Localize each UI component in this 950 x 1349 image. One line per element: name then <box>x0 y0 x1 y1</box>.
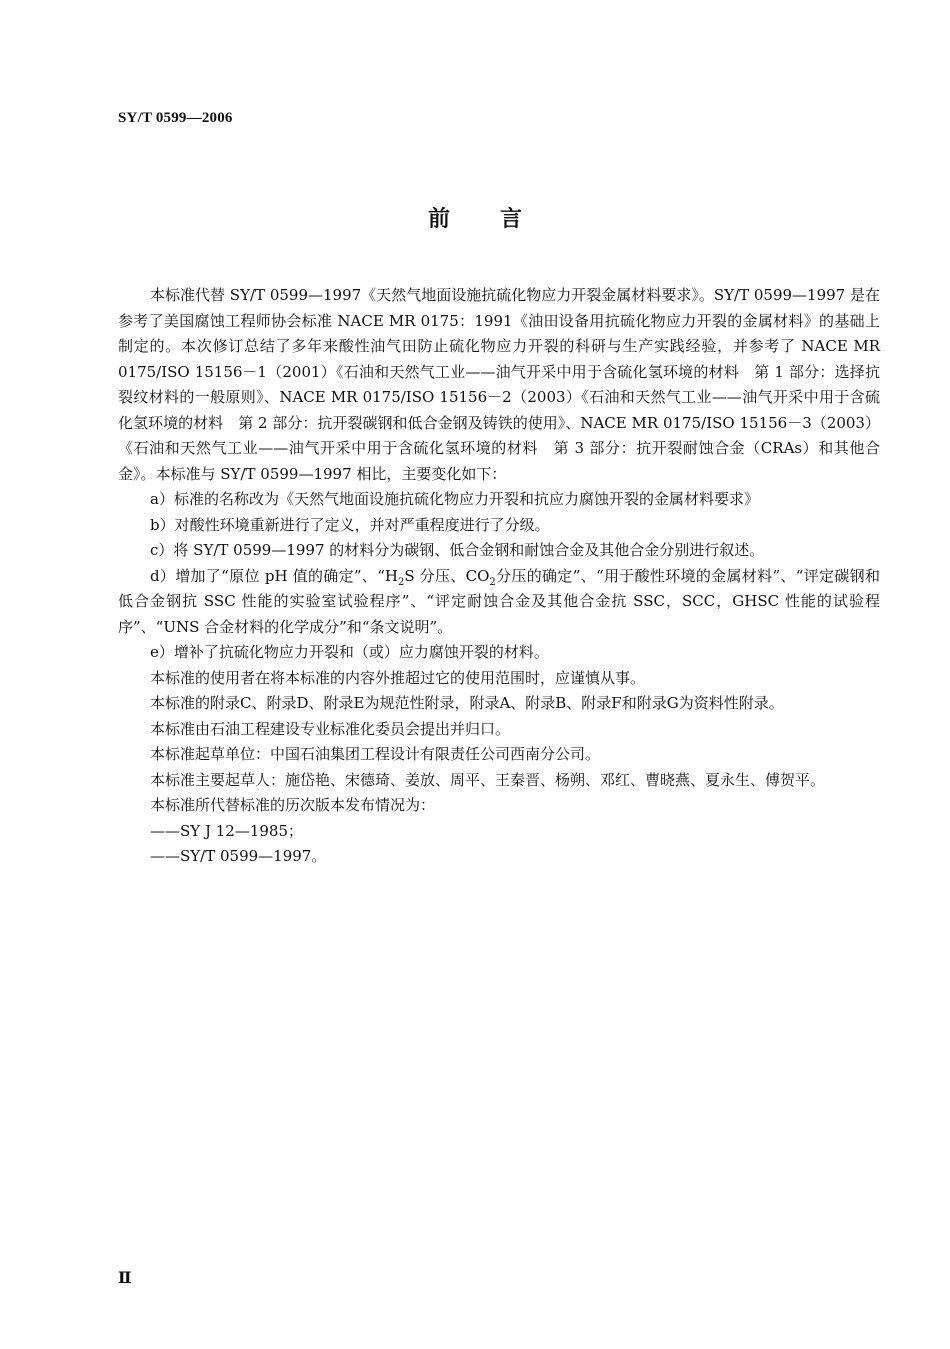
paragraph-intro: 本标准代替 SY/T 0599—1997《天然气地面设施抗硫化物应力开裂金属材料要求》。SY/T 0599—1997 是在参考了美国腐蚀工程师协会标准 NACE MR 0175：1991《油田设备用抗硫化物应力开裂的金属材料》的基础上制定的。本次修订总结了多年来酸性油气田防止硫化物应力开裂的科研与生产实践经验，并参考了 NACE MR 0175/ISO 15156－1（2001）《石油和天然气工业——油气开采中用于含硫化氢环境的材料 第 1 部分：选择抗裂纹材料的一般原则》、NACE MR 0175/ISO 15156－2（2003）《石油和天然气工业——油气开采中用于含硫化氢环境的材料 第 2 部分：抗开裂碳钢和低合金钢及铸铁的使用》、NACE MR 0175/ISO 15156－3（2003）《石油和天然气工业——油气开采中用于含硫化氢环境的材料 第 3 部分：抗开裂耐蚀合金（CRAs）和其他合金》。本标准与 SY/T 0599—1997 相比，主要变化如下： <box>118 286 880 483</box>
paragraph-drafting-unit: 本标准起草单位：中国石油集团工程设计有限责任公司西南分公司。 <box>150 745 601 763</box>
list-item-b: b）对酸性环境重新进行了定义，并对严重程度进行了分级。 <box>150 515 550 534</box>
paragraph-usage: 本标准的使用者在将本标准的内容外推超过它的使用范围时，应谨慎从事。 <box>150 668 646 687</box>
history-item: ——SY/T 0599—1997。 <box>150 847 327 865</box>
paragraph-drafters: 本标准主要起草人：施岱艳、宋德琦、姜放、周平、王秦晋、杨朔、邓红、曹晓燕、夏永生、傅贺平。 <box>150 770 826 789</box>
page-number: Ⅱ <box>118 1270 132 1287</box>
subscript-h2s: 2 <box>397 576 405 588</box>
subscript-co2: 2 <box>489 576 496 588</box>
page-title: 前言 <box>427 207 572 232</box>
list-item-d-text: d）增加了“原位 pH 值的确定”、“H <box>150 566 398 585</box>
list-item-d-text: 分压的确定”、“用于酸性环境的金属材料”、“评定碳钢和低合金钢抗 SSC 性能的实验室试验程序”、“评定耐蚀合金及其他合金抗 SSC，SCC，GHSC 性能的试验程序”、“UNS 合金材料的化学成分”和“条文说明”。 <box>118 566 880 636</box>
list-item-e: e）增补了抗硫化物应力开裂和（或）应力腐蚀开裂的材料。 <box>150 643 549 661</box>
paragraph-history: 本标准所代替标准的历次版本发布情况为： <box>150 796 436 814</box>
list-item-d <box>118 564 880 641</box>
list-item-d-text: S 分压、CO <box>404 566 490 585</box>
paragraph-proposer: 本标准由石油工程建设专业标准化委员会提出并归口。 <box>150 719 511 738</box>
history-item: ——SY J 12—1985； <box>150 821 303 840</box>
list-item-c: c）将 SY/T 0599—1997 的材料分为碳钢、低合金钢和耐蚀合金及其他合金分别进行叙述。 <box>150 541 765 559</box>
paragraph-appendices: 本标准的附录C、附录D、附录E为规范性附录，附录A、附录B、附录F和附录G为资料性附录。 <box>150 694 784 712</box>
list-item-a: a）标准的名称改为《天然气地面设施抗硫化物应力开裂和抗应力腐蚀开裂的金属材料要求》 <box>150 490 759 508</box>
standard-code: SY/T 0599—2006 <box>118 110 233 126</box>
foreword-body <box>118 283 880 870</box>
